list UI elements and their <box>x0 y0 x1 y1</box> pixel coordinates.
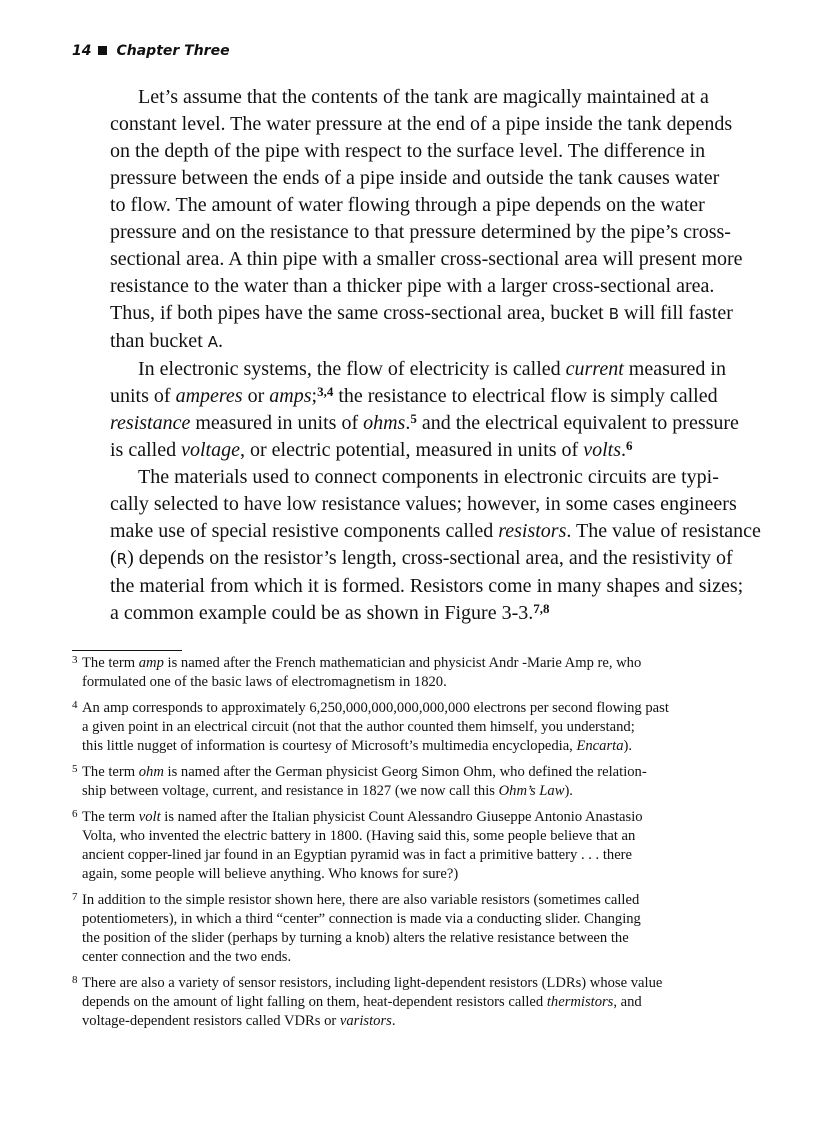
text-run: Volta, who invented the electric battery in 1800. (Having said this, some people believe that an <box>82 828 636 844</box>
text-run: pressure between the ends of a pipe inside and outside the tank causes water <box>110 167 720 189</box>
text-run: ( <box>110 547 117 569</box>
text-run: cally selected to have low resistance values; however, in some cases engineers <box>110 493 737 515</box>
text-run: Thus, if both pipes have the same cross-sectional area, bucket <box>110 302 609 324</box>
text-run: or <box>242 385 270 407</box>
text-line <box>110 300 761 328</box>
variable-label: B <box>608 305 620 323</box>
text-run: this little nugget of information is courtesy of Microsoft’s multimedia encyclopedia, <box>82 738 577 754</box>
text-line <box>110 464 761 491</box>
text-line <box>110 600 761 627</box>
footnote-rule <box>72 650 182 651</box>
footnote-number: 7 <box>72 891 78 903</box>
running-header <box>72 43 230 59</box>
text-line <box>110 328 761 356</box>
chapter-title: Chapter Three <box>116 43 230 59</box>
text-run: , and <box>613 994 642 1010</box>
text-line <box>82 654 669 673</box>
text-line <box>110 518 761 545</box>
italic-term: amp <box>138 655 164 671</box>
text-run: a common example could be as shown in Figure 3-3. <box>110 602 534 624</box>
text-line <box>82 993 669 1012</box>
text-line <box>110 138 761 165</box>
text-line <box>110 111 761 138</box>
text-line <box>110 491 761 518</box>
text-line <box>82 718 669 737</box>
text-run: ; <box>311 385 318 407</box>
text-run: is named after the Italian physicist Count Alessandro Giuseppe Antonio Anastasio <box>160 809 643 825</box>
text-run: The term <box>82 809 139 825</box>
text-line <box>82 865 669 884</box>
paragraph <box>110 356 761 464</box>
footnote-number: 6 <box>72 808 78 820</box>
text-run: constant level. The water pressure at the end of a pipe inside the tank depends <box>110 113 733 135</box>
variable-label: A <box>207 333 219 351</box>
text-line <box>110 273 761 300</box>
text-line <box>82 974 669 993</box>
text-run: ancient copper-lined jar found in an Egyptian pyramid was in fact a primitive battery . . . there <box>82 847 633 863</box>
text-line <box>82 827 669 846</box>
footnote-3 <box>72 654 669 692</box>
text-line <box>82 1012 669 1031</box>
footnote-number: 8 <box>72 974 78 986</box>
text-run: potentiometers), in which a third “center” connection is made via a conducting slider. Changing <box>82 911 641 927</box>
footnote-ref: 6 <box>625 438 633 453</box>
italic-term: varistors <box>339 1013 392 1029</box>
text-run: . <box>391 1013 396 1029</box>
text-run: Let’s assume that the contents of the tank are magically maintained at a <box>138 86 709 108</box>
text-run: . The value of resistance <box>566 520 761 542</box>
italic-term: volts <box>583 439 621 461</box>
text-run: is called <box>110 439 182 461</box>
footnote-8 <box>72 974 669 1031</box>
italic-term: Ohm’s Law <box>498 783 565 799</box>
text-line <box>110 383 761 410</box>
text-line <box>110 545 761 573</box>
text-line <box>110 84 761 111</box>
text-run: the position of the slider (perhaps by turning a knob) alters the relative resistance between the <box>82 930 629 946</box>
text-line <box>110 356 761 383</box>
text-run: on the depth of the pipe with respect to the surface level. The difference in <box>110 140 706 162</box>
square-bullet-icon <box>98 46 107 55</box>
text-line <box>110 219 761 246</box>
paragraph <box>110 464 761 627</box>
text-run: make use of special resistive components called <box>110 520 499 542</box>
text-run: voltage-dependent resistors called VDRs or <box>82 1013 340 1029</box>
footnote-number: 3 <box>72 654 78 666</box>
text-run: An amp corresponds to approximately 6,250,000,000,000,000,000 electrons per second flowing past <box>82 700 669 716</box>
italic-term: resistance <box>110 412 191 434</box>
text-run: ) depends on the resistor’s length, cross-sectional area, and the resistivity of <box>127 547 733 569</box>
footnote-5 <box>72 763 669 801</box>
footnote-number: 5 <box>72 763 78 775</box>
footnote-ref: 5 <box>410 411 417 426</box>
italic-term: amperes <box>175 385 243 407</box>
text-run: The term <box>82 764 139 780</box>
text-run: to flow. The amount of water flowing through a pipe depends on the water <box>110 194 705 216</box>
text-run: than bucket <box>110 330 208 352</box>
text-run: measured in units of <box>190 412 364 434</box>
text-line <box>110 246 761 273</box>
text-run: . <box>620 439 626 461</box>
text-run: pressure and on the resistance to that pressure determined by the pipe’s cross- <box>110 221 731 243</box>
text-line <box>110 437 761 464</box>
italic-term: Encarta <box>576 738 624 754</box>
text-line <box>82 808 669 827</box>
text-line <box>82 891 669 910</box>
text-run: the resistance to electrical flow is simply called <box>333 385 718 407</box>
text-run: sectional area. A thin pipe with a smaller cross-sectional area will present more <box>110 248 743 270</box>
footnote-number: 4 <box>72 699 78 711</box>
text-run: is named after the French mathematician and physicist Andr -Marie Amp re, who <box>163 655 642 671</box>
text-run: is named after the German physicist Georg Simon Ohm, who defined the relation- <box>163 764 647 780</box>
italic-term: thermistors <box>546 994 614 1010</box>
text-line <box>110 410 761 437</box>
variable-label: R <box>116 550 128 568</box>
text-run: There are also a variety of sensor resistors, including light-dependent resistors (LDRs) whose value <box>82 975 663 991</box>
paragraph <box>110 84 761 356</box>
text-run: the material from which it is formed. Resistors come in many shapes and sizes; <box>110 575 744 597</box>
text-run: . <box>218 330 224 352</box>
italic-term: resistors <box>498 520 567 542</box>
text-run: ship between voltage, current, and resistance in 1827 (we now call this <box>82 783 499 799</box>
text-run: , or electric potential, measured in units of <box>239 439 584 461</box>
italic-term: voltage <box>181 439 240 461</box>
text-line <box>110 192 761 219</box>
italic-term: amps <box>269 385 312 407</box>
text-run: ). <box>623 738 633 754</box>
text-run: and the electrical equivalent to pressure <box>416 412 739 434</box>
text-run: center connection and the two ends. <box>82 949 292 965</box>
text-run: a given point in an electrical circuit (not that the author counted them himself, you understand; <box>82 719 635 735</box>
text-run: measured in <box>623 358 726 380</box>
text-run: ). <box>564 783 573 799</box>
italic-term: current <box>565 358 624 380</box>
text-line <box>82 948 669 967</box>
text-line <box>82 782 669 801</box>
italic-term: ohms <box>363 412 406 434</box>
text-line <box>82 929 669 948</box>
text-line <box>110 573 761 600</box>
footnote-ref: 3,4 <box>317 384 334 399</box>
text-run: formulated one of the basic laws of electromagnetism in 1820. <box>82 674 447 690</box>
text-run: The term <box>82 655 139 671</box>
text-run: resistance to the water than a thicker pipe with a larger cross-sectional area. <box>110 275 715 297</box>
footnote-7 <box>72 891 669 967</box>
text-run: units of <box>110 385 176 407</box>
footnote-4 <box>72 699 669 756</box>
body-text <box>110 84 761 627</box>
text-line <box>82 673 669 692</box>
text-run: . <box>405 412 411 434</box>
footnote-6 <box>72 808 669 884</box>
text-line <box>82 846 669 865</box>
italic-term: ohm <box>138 764 164 780</box>
page-number: 14 <box>72 43 92 59</box>
text-line <box>82 910 669 929</box>
text-line <box>110 165 761 192</box>
footnotes <box>72 654 669 1038</box>
text-run: again, some people will believe anything. Who knows for sure?) <box>82 866 459 882</box>
text-line <box>82 737 669 756</box>
footnote-ref: 7,8 <box>533 601 550 616</box>
text-run: depends on the amount of light falling on them, heat-dependent resistors called <box>82 994 547 1010</box>
text-run: In addition to the simple resistor shown here, there are also variable resistors (sometimes called <box>82 892 640 908</box>
italic-term: volt <box>138 809 161 825</box>
text-line <box>82 699 669 718</box>
text-run: In electronic systems, the flow of electricity is called <box>138 358 566 380</box>
text-run: will fill faster <box>619 302 733 324</box>
text-run: The materials used to connect components in electronic circuits are typi- <box>138 466 719 488</box>
text-line <box>82 763 669 782</box>
